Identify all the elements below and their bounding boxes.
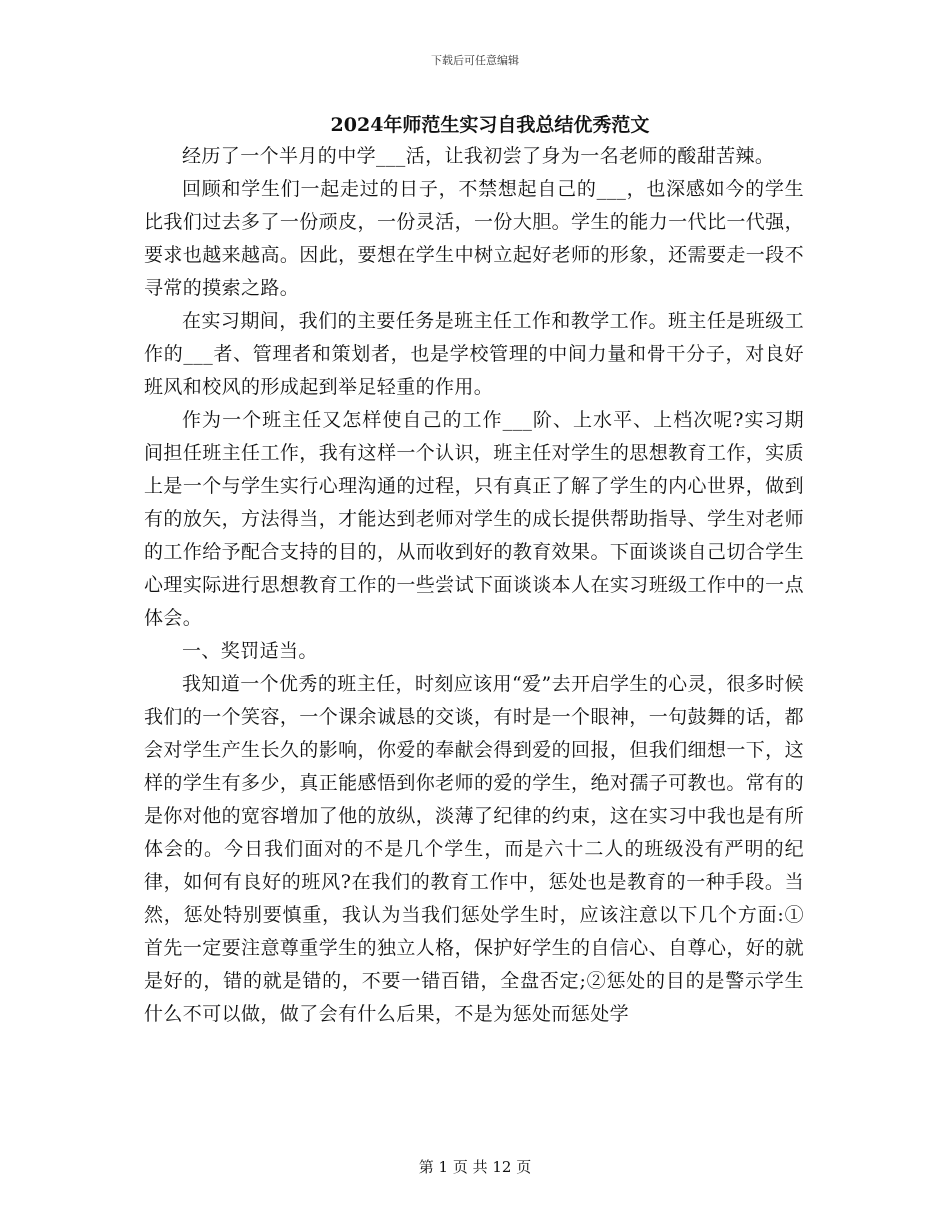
paragraph: 回顾和学生们一起走过的日子，不禁想起自己的___，也深感如今的学生比我们过去多了一份顽皮，一份灵活，一份大胆。学生的能力一代比一代强，要求也越来越高。因此，要想在学生中树立起好老师的形象，还需要走一段不寻常的摸索之路。: [144, 178, 804, 299]
page-number-footer: 第 1 页 共 12 页: [418, 1158, 532, 1176]
section-heading: 一、奖罚适当。: [182, 640, 318, 662]
paragraph: 我知道一个优秀的班主任，时刻应该用“爱”去开启学生的心灵，很多时候我们的一个笑容，一个课余诚恳的交谈，有时是一个眼神，一句鼓舞的话，都会对学生产生长久的影响，你爱的奉献会得到爱的回报，但我们细想一下，这样的学生有多少，真正能感悟到你老师的爱的学生，绝对孺子可教也。常有的是你对他的宽容增加了他的放纵，淡薄了纪律的约束，这在实习中我也是有所体会的。今日我们面对的不是几个学生，而是六十二人的班级没有严明的纪律，如何有良好的班风?在我们的教育工作中，惩处也是教育的一种手段。当然，惩处特别要慎重，我认为当我们惩处学生时，应该注意以下几个方面:①首先一定要注意尊重学生的独立人格，保护好学生的自信心、自尊心，好的就是好的，错的就是错的，不要一错百错，全盘否定;②惩处的目的是警示学生什么不可以做，做了会有什么后果，不是为惩处而惩处学: [144, 673, 804, 1025]
header-note: 下载后可任意编辑: [431, 54, 519, 67]
paragraph: 经历了一个半月的中学___活，让我初尝了身为一名老师的酸甜苦辣。: [182, 145, 775, 167]
paragraph: 在实习期间，我们的主要任务是班主任工作和教学工作。班主任是班级工作的___者、管理者和策划者，也是学校管理的中间力量和骨干分子，对良好班风和校风的形成起到举足轻重的作用。: [144, 310, 804, 398]
document-body: [144, 140, 804, 1031]
paragraph: 作为一个班主任又怎样使自己的工作___阶、上水平、上档次呢?实习期间担任班主任工作，我有这样一个认识，班主任对学生的思想教育工作，实质上是一个与学生实行心理沟通的过程，只有真正了解了学生的内心世界，做到有的放矢，方法得当，才能达到老师对学生的成长提供帮助指导、学生对老师的工作给予配合支持的目的，从而收到好的教育效果。下面谈谈自己切合学生心理实际进行思想教育工作的一些尝试下面谈谈本人在实习班级工作中的一点体会。: [144, 409, 804, 629]
document-title: 2024年师范生实习自我总结优秀范文: [330, 114, 650, 136]
